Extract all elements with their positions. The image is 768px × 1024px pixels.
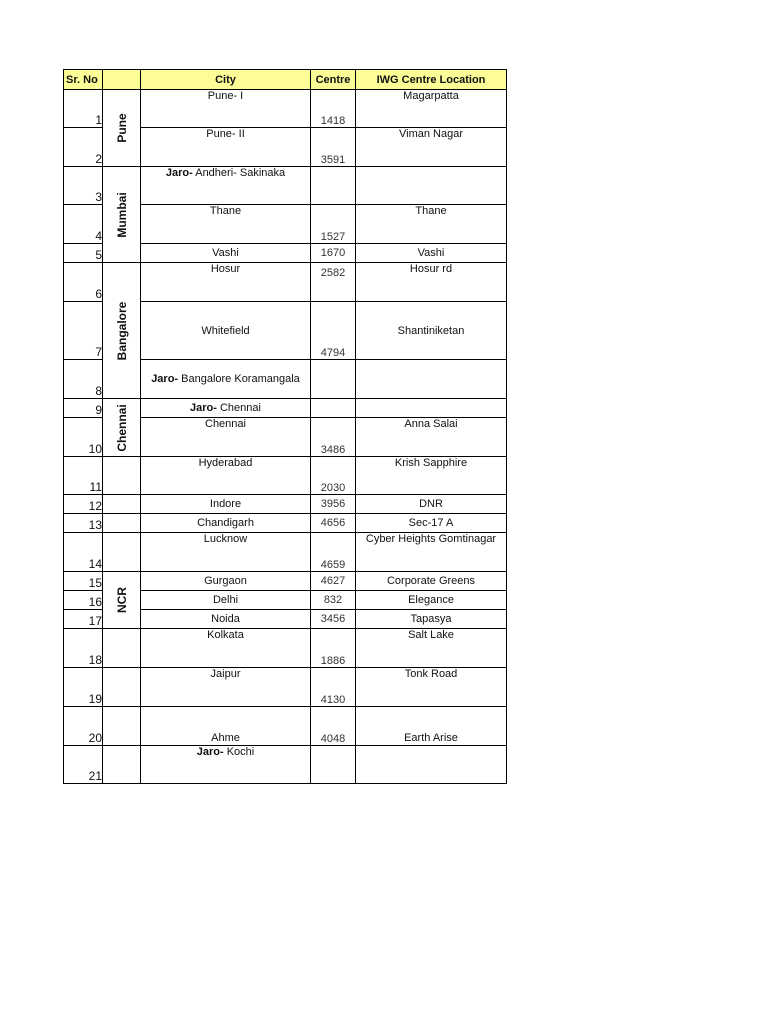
city-cell[interactable] xyxy=(141,707,311,746)
centre-cell[interactable]: 3456 xyxy=(311,610,356,629)
header-city[interactable]: City xyxy=(141,70,311,90)
location-cell[interactable]: Krish Sapphire xyxy=(356,457,507,495)
location-cell[interactable] xyxy=(356,399,507,418)
region-cell-ncr[interactable] xyxy=(103,572,141,629)
sr-no-cell[interactable]: 14 xyxy=(64,533,103,572)
table-row xyxy=(64,629,507,668)
region-cell-pune[interactable] xyxy=(103,90,141,167)
region-cell-chennai[interactable] xyxy=(103,399,141,457)
centre-cell[interactable]: 4659 xyxy=(311,533,356,572)
centre-cell[interactable] xyxy=(311,399,356,418)
location-cell[interactable]: Earth Arise xyxy=(356,707,507,746)
region-label: Mumbai xyxy=(114,191,129,238)
centre-cell[interactable]: 4048 xyxy=(311,707,356,746)
city-label: Kolkata xyxy=(207,629,244,641)
sr-no-cell[interactable]: 6 xyxy=(64,263,103,302)
table-row xyxy=(64,457,507,495)
city-cell[interactable] xyxy=(141,591,311,610)
header-region[interactable] xyxy=(103,70,141,90)
jaro-label: Jaro- xyxy=(190,402,217,414)
region-cell[interactable] xyxy=(103,514,141,533)
centre-cell[interactable]: 2582 xyxy=(311,263,356,302)
table-row xyxy=(64,707,507,746)
city-cell[interactable] xyxy=(141,302,311,360)
sr-no-cell[interactable]: 1 xyxy=(64,90,103,128)
city-label: Whitefield xyxy=(201,324,250,337)
sr-no-cell[interactable]: 11 xyxy=(64,457,103,495)
location-cell[interactable]: Viman Nagar xyxy=(356,128,507,167)
city-label: Chennai xyxy=(216,402,261,414)
city-cell[interactable] xyxy=(141,746,311,784)
location-cell[interactable]: Anna Salai xyxy=(356,418,507,457)
city-label: Indore xyxy=(209,498,242,510)
centre-cell[interactable]: 3591 xyxy=(311,128,356,167)
location-cell[interactable]: Thane xyxy=(356,205,507,244)
centre-table xyxy=(63,69,507,784)
sr-no-cell[interactable]: 3 xyxy=(64,167,103,205)
city-label: Jaipur xyxy=(210,668,241,680)
table-row xyxy=(64,533,507,572)
city-cell[interactable] xyxy=(141,244,311,263)
city-cell[interactable] xyxy=(141,629,311,668)
city-cell[interactable] xyxy=(141,533,311,572)
location-cell[interactable]: Vashi xyxy=(356,244,507,263)
region-cell-mumbai[interactable] xyxy=(103,167,141,263)
region-label: Chennai xyxy=(114,403,129,452)
region-label: Pune xyxy=(114,113,129,143)
city-label: Andheri- Sakinaka xyxy=(192,167,286,179)
location-cell[interactable]: Cyber Heights Gomtinagar xyxy=(356,533,507,572)
sr-no-cell[interactable]: 2 xyxy=(64,128,103,167)
region-cell[interactable] xyxy=(103,668,141,707)
centre-cell[interactable]: 4794 xyxy=(311,302,356,360)
city-label: Hosur xyxy=(210,263,241,275)
city-cell[interactable] xyxy=(141,457,311,495)
sr-no-cell[interactable]: 19 xyxy=(64,668,103,707)
city-label: Vashi xyxy=(212,247,239,259)
table-row xyxy=(64,572,507,591)
sr-no-cell[interactable]: 4 xyxy=(64,205,103,244)
centre-cell[interactable]: 3956 xyxy=(311,495,356,514)
sr-no-cell[interactable]: 12 xyxy=(64,495,103,514)
centre-cell[interactable]: 1527 xyxy=(311,205,356,244)
location-cell[interactable]: DNR xyxy=(356,495,507,514)
table-row xyxy=(64,746,507,784)
table-row xyxy=(64,263,507,302)
city-label: Gurgaon xyxy=(204,575,247,587)
city-label: Bangalore Koramangala xyxy=(178,373,300,385)
location-cell[interactable]: Sec-17 A xyxy=(356,514,507,533)
centre-cell[interactable]: 1886 xyxy=(311,629,356,668)
location-cell[interactable] xyxy=(356,360,507,399)
sr-no-cell[interactable]: 18 xyxy=(64,629,103,668)
sr-no-cell[interactable]: 8 xyxy=(64,360,103,399)
jaro-label: Jaro- xyxy=(165,167,193,179)
city-cell[interactable] xyxy=(141,514,311,533)
location-cell[interactable]: Tapasya xyxy=(356,610,507,629)
centre-cell[interactable] xyxy=(311,746,356,784)
location-cell[interactable]: Magarpatta xyxy=(356,90,507,128)
city-cell[interactable] xyxy=(141,610,311,629)
city-cell[interactable] xyxy=(141,360,311,399)
sr-no-cell[interactable]: 5 xyxy=(64,244,103,263)
city-label: Noida xyxy=(211,613,240,625)
sr-no-cell[interactable]: 16 xyxy=(64,591,103,610)
header-sr-no[interactable]: Sr. No xyxy=(64,70,103,90)
city-label: Pune- II xyxy=(206,128,245,140)
sr-no-cell[interactable]: 21 xyxy=(64,746,103,784)
header-centre[interactable]: Centre xyxy=(311,70,356,90)
city-cell[interactable] xyxy=(141,418,311,457)
city-label: Thane xyxy=(209,205,242,217)
sr-no-cell[interactable]: 7 xyxy=(64,302,103,360)
location-cell[interactable]: Corporate Greens xyxy=(356,572,507,591)
region-label: NCR xyxy=(114,587,129,613)
table-row xyxy=(64,514,507,533)
city-cell[interactable] xyxy=(141,205,311,244)
sr-no-cell[interactable]: 15 xyxy=(64,572,103,591)
sr-no-cell[interactable]: 20 xyxy=(64,707,103,746)
centre-cell[interactable]: 3486 xyxy=(311,418,356,457)
table-row xyxy=(64,90,507,128)
location-cell[interactable]: Elegance xyxy=(356,591,507,610)
city-label: Chandigarh xyxy=(197,517,254,529)
region-cell[interactable] xyxy=(103,533,141,572)
centre-cell[interactable] xyxy=(311,360,356,399)
city-cell[interactable] xyxy=(141,90,311,128)
city-cell[interactable] xyxy=(141,263,311,302)
location-cell[interactable] xyxy=(356,167,507,205)
table-row xyxy=(64,495,507,514)
location-cell[interactable]: Tonk Road xyxy=(356,668,507,707)
sr-no-cell[interactable]: 13 xyxy=(64,514,103,533)
city-cell[interactable] xyxy=(141,128,311,167)
region-cell[interactable] xyxy=(103,707,141,746)
city-cell[interactable] xyxy=(141,495,311,514)
city-cell[interactable] xyxy=(141,399,311,418)
sr-no-cell[interactable]: 10 xyxy=(64,418,103,457)
sr-no-cell[interactable]: 17 xyxy=(64,610,103,629)
centre-cell[interactable]: 4627 xyxy=(311,572,356,591)
location-cell[interactable]: Shantiniketan xyxy=(356,302,507,360)
region-label: Bangalore xyxy=(114,301,129,360)
city-cell[interactable] xyxy=(141,167,311,205)
header-row xyxy=(64,70,507,90)
centre-cell[interactable]: 2030 xyxy=(311,457,356,495)
city-label: Hyderabad xyxy=(198,457,253,469)
table-row xyxy=(64,399,507,418)
region-cell-bangalore[interactable] xyxy=(103,263,141,399)
header-location[interactable]: IWG Centre Location xyxy=(356,70,507,90)
jaro-label: Jaro- xyxy=(151,373,179,385)
location-cell[interactable]: Salt Lake xyxy=(356,629,507,668)
table-row xyxy=(64,668,507,707)
city-label: Delhi xyxy=(212,594,239,606)
table-row xyxy=(64,167,507,205)
city-cell[interactable] xyxy=(141,668,311,707)
region-cell[interactable] xyxy=(103,629,141,668)
centre-cell[interactable]: 4656 xyxy=(311,514,356,533)
centre-cell[interactable]: 4130 xyxy=(311,668,356,707)
city-label: Pune- I xyxy=(207,90,244,102)
centre-cell[interactable]: 1418 xyxy=(311,90,356,128)
city-label: Lucknow xyxy=(203,533,248,545)
city-label: Ahme xyxy=(211,732,240,744)
city-cell[interactable] xyxy=(141,572,311,591)
city-label: Chennai xyxy=(205,418,246,430)
location-cell[interactable] xyxy=(356,746,507,784)
centre-cell[interactable]: 1670 xyxy=(311,244,356,263)
centre-cell[interactable] xyxy=(311,167,356,205)
sr-no-cell[interactable]: 9 xyxy=(64,399,103,418)
location-cell[interactable]: Hosur rd xyxy=(356,263,507,302)
jaro-label: Jaro- xyxy=(196,746,224,758)
region-cell[interactable] xyxy=(103,457,141,495)
centre-cell[interactable]: 832 xyxy=(311,591,356,610)
region-cell[interactable] xyxy=(103,746,141,784)
region-cell[interactable] xyxy=(103,495,141,514)
city-label: Kochi xyxy=(223,746,255,758)
